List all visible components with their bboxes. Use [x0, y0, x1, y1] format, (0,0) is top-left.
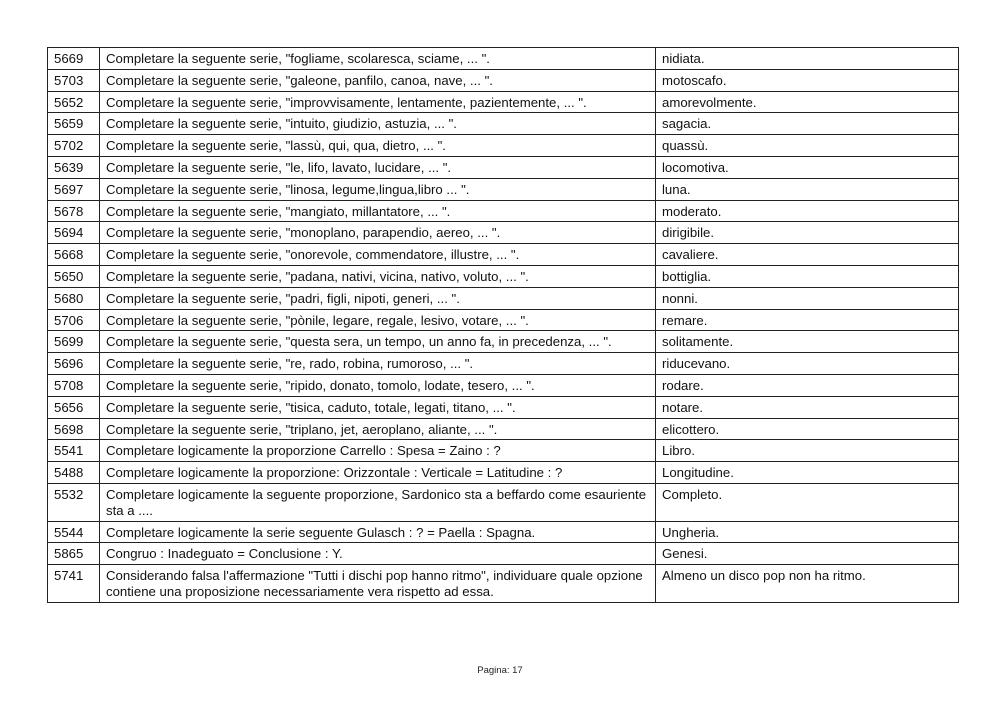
answer-cell: nidiata. — [656, 48, 959, 70]
table-row — [48, 396, 959, 418]
question-id-cell: 5488 — [48, 462, 100, 484]
question-text-cell: Completare la seguente serie, "onorevole, commendatore, illustre, ... ". — [100, 244, 656, 266]
question-id-cell: 5656 — [48, 396, 100, 418]
question-id-cell: 5703 — [48, 69, 100, 91]
answer-cell: Genesi. — [656, 543, 959, 565]
question-text-cell: Completare la seguente serie, "improvvisamente, lentamente, pazientemente, ... ". — [100, 91, 656, 113]
table-row — [48, 418, 959, 440]
table-row — [48, 244, 959, 266]
question-id-cell: 5697 — [48, 178, 100, 200]
table-row — [48, 521, 959, 543]
table-row — [48, 178, 959, 200]
answer-cell: motoscafo. — [656, 69, 959, 91]
question-text-cell: Completare la seguente serie, "le, lifo, lavato, lucidare, ... ". — [100, 156, 656, 178]
question-id-cell: 5678 — [48, 200, 100, 222]
answer-cell: sagacia. — [656, 113, 959, 135]
answer-cell: riducevano. — [656, 353, 959, 375]
question-text-cell: Completare la seguente serie, "tisica, caduto, totale, legati, titano, ... ". — [100, 396, 656, 418]
question-text-cell: Completare logicamente la serie seguente Gulasch : ? = Paella : Spagna. — [100, 521, 656, 543]
question-id-cell: 5702 — [48, 135, 100, 157]
answer-cell: moderato. — [656, 200, 959, 222]
question-id-cell: 5532 — [48, 483, 100, 521]
question-text-cell: Completare logicamente la seguente proporzione, Sardonico sta a beffardo come esauriente sta a .... — [100, 483, 656, 521]
table-row — [48, 353, 959, 375]
answer-cell: rodare. — [656, 374, 959, 396]
question-text-cell: Completare la seguente serie, "padri, figli, nipoti, generi, ... ". — [100, 287, 656, 309]
answer-cell: elicottero. — [656, 418, 959, 440]
question-text-cell: Considerando falsa l'affermazione "Tutti i dischi pop hanno ritmo", individuare quale opzione contiene una proposizione necessariamente vera rispetto ad essa. — [100, 565, 656, 603]
page-footer: Pagina: 17 — [477, 665, 523, 676]
table-row — [48, 287, 959, 309]
answer-cell: dirigibile. — [656, 222, 959, 244]
table-row — [48, 265, 959, 287]
table-row — [48, 222, 959, 244]
answer-cell: nonni. — [656, 287, 959, 309]
question-text-cell: Completare la seguente serie, "pònile, legare, regale, lesivo, votare, ... ". — [100, 309, 656, 331]
question-id-cell: 5698 — [48, 418, 100, 440]
answer-cell: Libro. — [656, 440, 959, 462]
question-text-cell: Completare la seguente serie, "intuito, giudizio, astuzia, ... ". — [100, 113, 656, 135]
question-id-cell: 5669 — [48, 48, 100, 70]
question-id-cell: 5706 — [48, 309, 100, 331]
question-id-cell: 5541 — [48, 440, 100, 462]
answer-cell: Almeno un disco pop non ha ritmo. — [656, 565, 959, 603]
table-row — [48, 543, 959, 565]
table-row — [48, 48, 959, 70]
question-id-cell: 5708 — [48, 374, 100, 396]
question-text-cell: Completare logicamente la proporzione Carrello : Spesa = Zaino : ? — [100, 440, 656, 462]
question-text-cell: Completare la seguente serie, "fogliame, scolaresca, sciame, ... ". — [100, 48, 656, 70]
question-text-cell: Completare la seguente serie, "padana, nativi, vicina, nativo, voluto, ... ". — [100, 265, 656, 287]
answer-cell: notare. — [656, 396, 959, 418]
table-row — [48, 113, 959, 135]
question-text-cell: Completare logicamente la proporzione: Orizzontale : Verticale = Latitudine : ? — [100, 462, 656, 484]
question-id-cell: 5652 — [48, 91, 100, 113]
question-id-cell: 5694 — [48, 222, 100, 244]
answer-cell: luna. — [656, 178, 959, 200]
table-row — [48, 309, 959, 331]
question-id-cell: 5699 — [48, 331, 100, 353]
table-row — [48, 200, 959, 222]
question-id-cell: 5639 — [48, 156, 100, 178]
question-id-cell: 5650 — [48, 265, 100, 287]
table-row — [48, 91, 959, 113]
questions-table-body — [48, 48, 959, 603]
answer-cell: solitamente. — [656, 331, 959, 353]
table-row — [48, 565, 959, 603]
question-text-cell: Completare la seguente serie, "lassù, qui, qua, dietro, ... ". — [100, 135, 656, 157]
question-text-cell: Completare la seguente serie, "triplano, jet, aeroplano, aliante, ... ". — [100, 418, 656, 440]
table-row — [48, 483, 959, 521]
question-text-cell: Completare la seguente serie, "re, rado, robina, rumoroso, ... ". — [100, 353, 656, 375]
table-row — [48, 374, 959, 396]
table-row — [48, 440, 959, 462]
question-id-cell: 5696 — [48, 353, 100, 375]
table-row — [48, 135, 959, 157]
answer-cell: amorevolmente. — [656, 91, 959, 113]
answer-cell: Ungheria. — [656, 521, 959, 543]
question-id-cell: 5668 — [48, 244, 100, 266]
question-id-cell: 5544 — [48, 521, 100, 543]
question-id-cell: 5865 — [48, 543, 100, 565]
answer-cell: Completo. — [656, 483, 959, 521]
question-text-cell: Completare la seguente serie, "questa sera, un tempo, un anno fa, in precedenza, ... ". — [100, 331, 656, 353]
answer-cell: locomotiva. — [656, 156, 959, 178]
table-row — [48, 331, 959, 353]
question-text-cell: Completare la seguente serie, "linosa, legume,lingua,libro ... ". — [100, 178, 656, 200]
question-id-cell: 5680 — [48, 287, 100, 309]
table-row — [48, 69, 959, 91]
question-id-cell: 5741 — [48, 565, 100, 603]
answer-cell: bottiglia. — [656, 265, 959, 287]
question-text-cell: Congruo : Inadeguato = Conclusione : Y. — [100, 543, 656, 565]
answer-cell: remare. — [656, 309, 959, 331]
question-text-cell: Completare la seguente serie, "monoplano, parapendio, aereo, ... ". — [100, 222, 656, 244]
question-text-cell: Completare la seguente serie, "ripido, donato, tomolo, lodate, tesero, ... ". — [100, 374, 656, 396]
question-text-cell: Completare la seguente serie, "galeone, panfilo, canoa, nave, ... ". — [100, 69, 656, 91]
questions-table — [47, 47, 959, 603]
table-row — [48, 462, 959, 484]
table-row — [48, 156, 959, 178]
question-text-cell: Completare la seguente serie, "mangiato, millantatore, ... ". — [100, 200, 656, 222]
answer-cell: cavaliere. — [656, 244, 959, 266]
answer-cell: quassù. — [656, 135, 959, 157]
question-id-cell: 5659 — [48, 113, 100, 135]
answer-cell: Longitudine. — [656, 462, 959, 484]
